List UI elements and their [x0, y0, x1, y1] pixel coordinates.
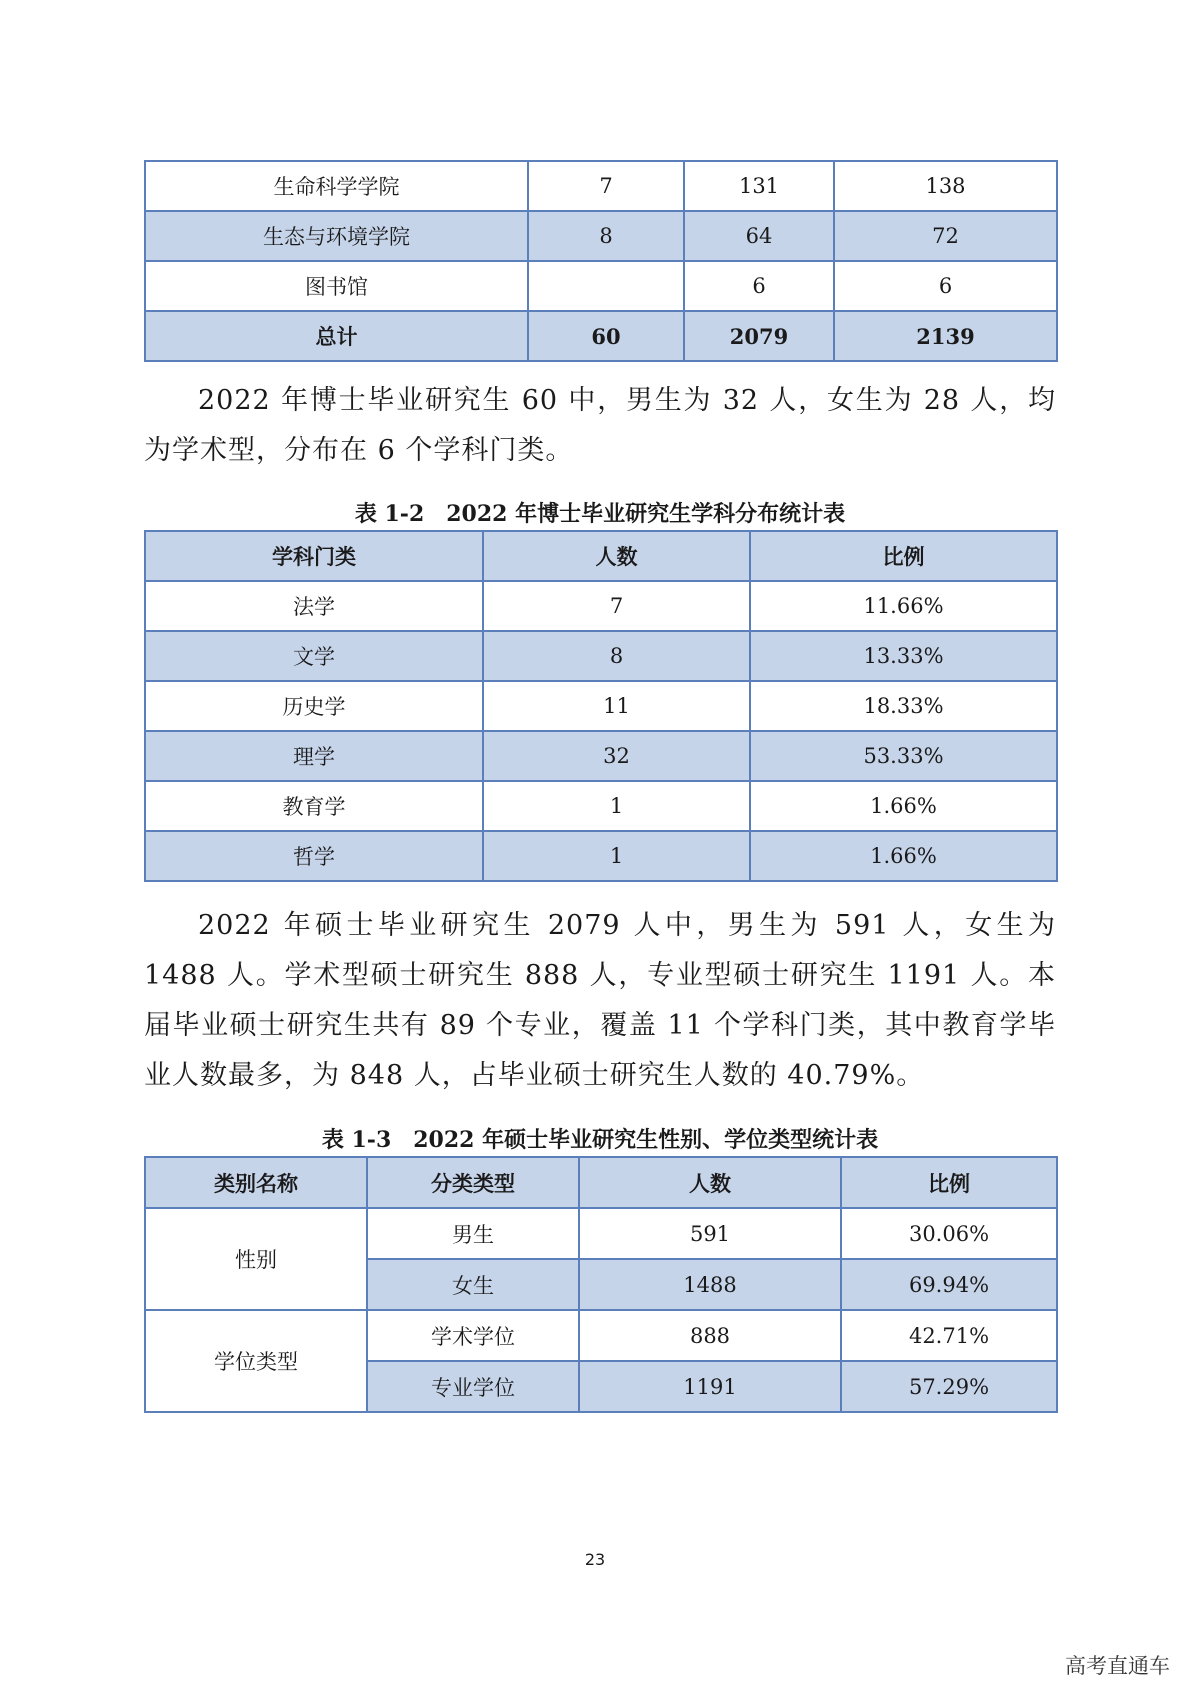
masters-count-cell: 131: [684, 161, 834, 211]
count-cell: 1191: [579, 1361, 841, 1412]
table-row: [145, 161, 1057, 211]
header-discipline: 学科门类: [145, 531, 483, 581]
category-cell: 性别: [145, 1208, 367, 1310]
doctoral-count-cell: 7: [528, 161, 684, 211]
table-caption-1-2: 表 1-2 2022 年博士毕业研究生学科分布统计表: [354, 501, 846, 527]
ratio-cell: 53.33%: [750, 731, 1057, 781]
masters-gender-degree-table: [144, 1156, 1058, 1413]
masters-count-cell: 64: [684, 211, 834, 261]
doctoral-count-cell: 8: [528, 211, 684, 261]
discipline-cell: 法学: [145, 581, 483, 631]
ratio-cell: 13.33%: [750, 631, 1057, 681]
count-cell: 888: [579, 1310, 841, 1361]
count-cell: 11: [483, 681, 750, 731]
masters-count-cell: 2079: [684, 311, 834, 361]
table-row: [145, 731, 1057, 781]
discipline-cell: 教育学: [145, 781, 483, 831]
discipline-cell: 理学: [145, 731, 483, 781]
count-cell: 7: [483, 581, 750, 631]
total-count-cell: 2139: [834, 311, 1057, 361]
header-count: 人数: [579, 1157, 841, 1208]
header-category: 类别名称: [145, 1157, 367, 1208]
table-row: [145, 631, 1057, 681]
discipline-cell: 文学: [145, 631, 483, 681]
masters-summary-paragraph: 2022 年硕士毕业研究生 2079 人中，男生为 591 人，女生为 1488 人。学术型硕士研究生 888 人，专业型硕士研究生 1191 人。本届毕业硕士研究生共有 89 个专业，覆盖 11 个学科门类，其中教育学毕业人数最多，为 848 人，占毕业硕士研究生人数的 40.79%。: [144, 910, 1056, 1091]
type-cell: 专业学位: [367, 1361, 579, 1412]
doctoral-discipline-table: [144, 530, 1058, 882]
total-count-cell: 6: [834, 261, 1057, 311]
page-number: 23: [584, 1550, 606, 1569]
type-cell: 男生: [367, 1208, 579, 1259]
count-cell: 1: [483, 781, 750, 831]
table-header-row: [145, 1157, 1057, 1208]
table-header-row: [145, 531, 1057, 581]
category-cell: 学位类型: [145, 1310, 367, 1412]
college-name-cell: 图书馆: [145, 261, 528, 311]
table-row: [145, 211, 1057, 261]
table-caption-1-3: 表 1-3 2022 年硕士毕业研究生性别、学位类型统计表: [321, 1127, 879, 1153]
ratio-cell: 69.94%: [841, 1259, 1057, 1310]
watermark: 高考直通车: [1065, 1654, 1170, 1678]
type-cell: 学术学位: [367, 1310, 579, 1361]
header-ratio: 比例: [750, 531, 1057, 581]
doctoral-count-cell: 60: [528, 311, 684, 361]
masters-count-cell: 6: [684, 261, 834, 311]
ratio-cell: 1.66%: [750, 781, 1057, 831]
header-count: 人数: [483, 531, 750, 581]
discipline-cell: 历史学: [145, 681, 483, 731]
count-cell: 1: [483, 831, 750, 881]
college-name-cell: 生态与环境学院: [145, 211, 528, 261]
college-name-cell: 生命科学学院: [145, 161, 528, 211]
total-count-cell: 72: [834, 211, 1057, 261]
count-cell: 591: [579, 1208, 841, 1259]
table-row: [145, 831, 1057, 881]
table-row: [145, 1208, 1057, 1259]
count-cell: 1488: [579, 1259, 841, 1310]
header-type: 分类类型: [367, 1157, 579, 1208]
college-name-cell: 总计: [145, 311, 528, 361]
table-row: [145, 311, 1057, 361]
table-row: [145, 781, 1057, 831]
count-cell: 8: [483, 631, 750, 681]
doctoral-summary-paragraph: 2022 年博士毕业研究生 60 中，男生为 32 人，女生为 28 人，均为学术型，分布在 6 个学科门类。: [144, 385, 1056, 466]
ratio-cell: 30.06%: [841, 1208, 1057, 1259]
table-row: [145, 681, 1057, 731]
table-row: [145, 261, 1057, 311]
ratio-cell: 57.29%: [841, 1361, 1057, 1412]
table-row: [145, 1310, 1057, 1361]
ratio-cell: 18.33%: [750, 681, 1057, 731]
count-cell: 32: [483, 731, 750, 781]
ratio-cell: 42.71%: [841, 1310, 1057, 1361]
ratio-cell: 11.66%: [750, 581, 1057, 631]
total-count-cell: 138: [834, 161, 1057, 211]
ratio-cell: 1.66%: [750, 831, 1057, 881]
header-ratio: 比例: [841, 1157, 1057, 1208]
college-totals-table: [144, 160, 1058, 362]
discipline-cell: 哲学: [145, 831, 483, 881]
doctoral-count-cell: [528, 261, 684, 311]
type-cell: 女生: [367, 1259, 579, 1310]
table-row: [145, 581, 1057, 631]
